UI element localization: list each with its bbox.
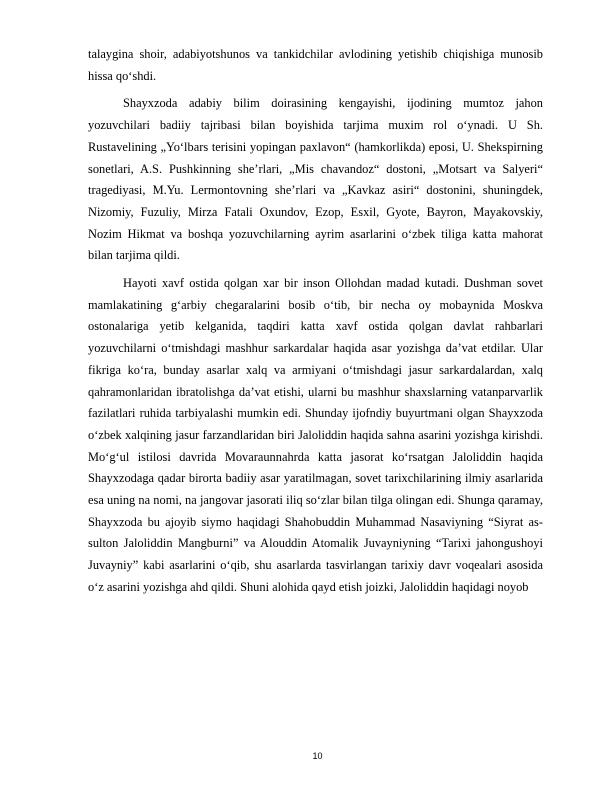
paragraph-3: Hayoti xavf ostida qolgan xar bir inson Ollohdan madad kutadi. Dushman sovet mamlakatining g‘arbiy chegaralarini bosib o‘tib, bir necha oy mobaynida Moskva ostonalariga yetib kelganida, taqdiri katta xavf ostida qolgan davlat rahbarlari yozuvchilarni o‘tmishdagi mashhur sarkardalar haqida asar yozishga da’vat etdilar. Ular fikriga ko‘ra, bunday asarlar xalq va armiyani o‘tmishdagi jasur sarkardalardan, xalq qahramonlaridan ibratolishga da’vat etishi, ularni bu mashhur shaxslarning vatanparvarlik fazilatlari ruhida tarbiyalashi mumkin edi. Shunday ijofndiy buyurtmani olgan Shayxzoda o‘zbek xalqining jasur farzandlaridan biri Jaloliddin haqida sahna asarini yozishga kirishdi. Mo‘g‘ul istilosi davrida Movaraunnahrda katta jasorat ko‘rsatgan Jaloliddin haqida Shayxzodaga qadar birorta badiiy asar yaratilmagan, sovet tarixchilarining ilmiy asarlarida esa uning na nomi, na jangovar jasorati iliq so‘zlar bilan tilga olingan edi. Shunga qaramay, Shayxzoda bu ajoyib siymo haqidagi Shahobuddin Muhammad Nasaviyning “Siyrat as-sulton Jaloliddin Mangburni” va Alouddin Atomalik Juvayniyning “Tarixi jahongushoyi Juvayniy” kabi asarlarini o‘qib, shu asarlarda tasvirlangan tarixiy davr voqealari asosida o‘z asarini yozishga ahd qildi. Shuni alohida qayd etish joizki, Jaloliddin haqidagi noyob [88, 276, 543, 594]
paragraph-2: Shayxzoda adabiy bilim doirasining kengayishi, ijodining mumtoz jahon yozuvchilari badiiy tajribasi bilan boyishida tarjima muxim rol o‘ynadi. U Sh. Rustavelining „Yo‘lbars terisini yopingan paxlavon“ (hamkorlikda) eposi, U. Shekspirning sonetlari, A.S. Pushkinning she’rlari, „Mis chavandoz“ dostoni, „Motsart va Salyeri“ tragediyasi, M.Yu. Lermontovning she’rlari va „Kavkaz asiri“ dostonini, shuningdek, Nizomiy, Fuzuliy, Mirza Fatali Oxundov, Ezop, Esxil, Gyote, Bayron, Mayakovskiy, Nozim Hikmat va boshqa yozuvchilarning ayrim asarlarini o‘zbek tiliga katta mahorat bilan tarjima qildi. [88, 96, 543, 263]
paragraph-1: talaygina shoir, adabiyotshunos va tankidchilar avlodining yetishib chiqishiga munosib hissa qo‘shdi. [88, 47, 543, 83]
body-text [88, 44, 543, 605]
page-number: 10 [312, 751, 323, 761]
